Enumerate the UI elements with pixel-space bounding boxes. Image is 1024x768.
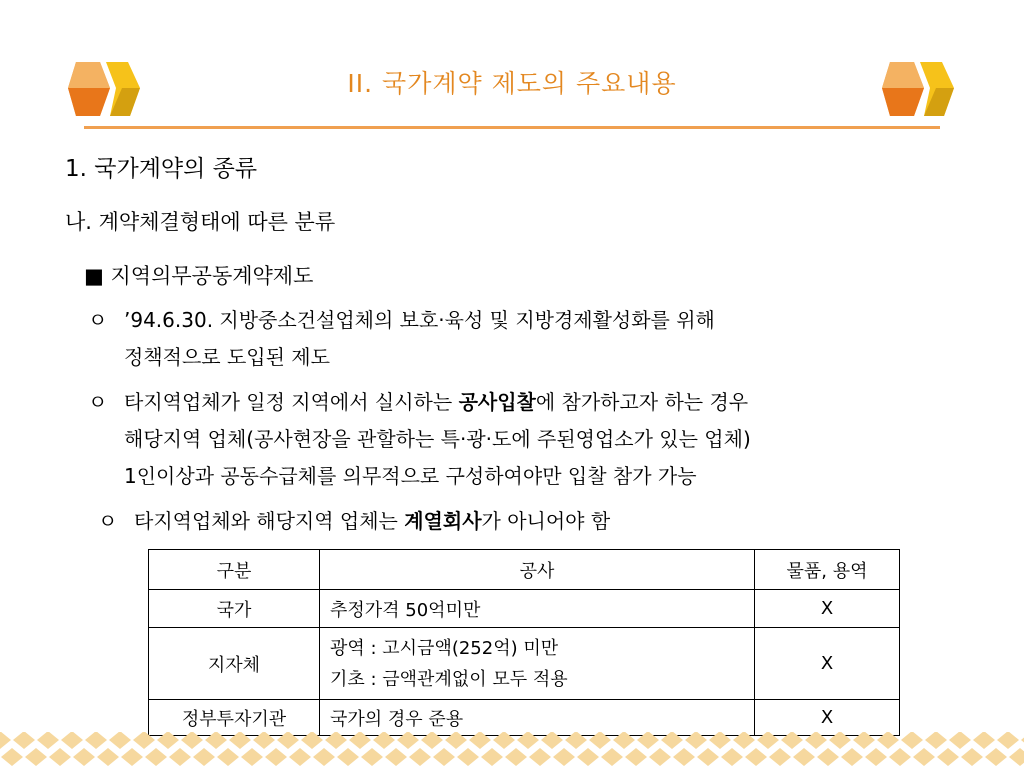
slide-title: II. 국가계약 제도의 주요내용 [347, 69, 677, 98]
footer-diamond [709, 732, 731, 749]
table-cell-goods: X [755, 700, 900, 736]
table-row [149, 628, 900, 700]
bullet-line: 1인이상과 공동수급체를 의무적으로 구성하여야만 입찰 참가 가능 [124, 464, 697, 488]
table-cell-goods: X [755, 628, 900, 700]
bullet-emphasis: 공사입찰 [458, 390, 536, 414]
footer-diamond [769, 748, 791, 766]
table-cell-construction: 국가의 경우 준용 [320, 700, 755, 736]
footer-diamond [985, 748, 1007, 766]
classification-table [148, 549, 900, 736]
footer-diamond [169, 748, 191, 766]
footer-diamond [13, 732, 35, 749]
table-cell-category: 지자체 [149, 628, 320, 700]
footer-diamond [289, 748, 311, 766]
footer-diamond [37, 732, 59, 749]
table-cell-line: 기초 : 금액관계없이 모두 적용 [330, 668, 568, 690]
footer-diamond [85, 732, 107, 749]
footer-diamond [469, 732, 491, 749]
footer-diamond [793, 748, 815, 766]
footer-diamond [925, 732, 947, 749]
footer-diamond [1009, 748, 1024, 766]
bullet-text: 타지역업체와 해당지역 업체는 [134, 509, 405, 533]
table-header-row [149, 550, 900, 590]
footer-diamond [853, 732, 875, 749]
bullet-line [134, 503, 610, 540]
footer-diamond [133, 732, 155, 749]
footer-diamond [193, 748, 215, 766]
footer-diamond [757, 732, 779, 749]
footer-diamond [997, 732, 1019, 749]
footer-diamond [877, 732, 899, 749]
footer-diamond [673, 748, 695, 766]
subsection-heading: 나. 계약체결형태에 따른 분류 [65, 210, 336, 234]
table-cell-category: 정부투자기관 [149, 700, 320, 736]
bullet-text: 가 아니어야 함 [481, 509, 611, 533]
footer-diamond [493, 732, 515, 749]
footer-diamond [613, 732, 635, 749]
bullet-mark: ㅇ [98, 509, 118, 533]
bullet-line: 정책적으로 도입된 제도 [124, 345, 330, 369]
footer-diamond [649, 748, 671, 766]
footer-diamond [409, 748, 431, 766]
footer-diamond [433, 748, 455, 766]
footer-diamond [265, 748, 287, 766]
footer-diamond [505, 748, 527, 766]
bullet-emphasis: 계열회사 [404, 509, 482, 533]
footer-diamond [517, 732, 539, 749]
footer-diamond [529, 748, 551, 766]
footer-diamond [49, 748, 71, 766]
footer-diamond [0, 732, 11, 749]
footer-diamond [25, 748, 47, 766]
footer-diamond [637, 732, 659, 749]
table-header-cell: 공사 [320, 550, 755, 590]
footer-diamond [589, 732, 611, 749]
footer-diamond [181, 732, 203, 749]
bullet-item [88, 384, 751, 495]
footer-diamond [913, 748, 935, 766]
footer-diamond [625, 748, 647, 766]
footer-diamond [805, 732, 827, 749]
footer-diamond [61, 732, 83, 749]
footer-diamond [961, 748, 983, 766]
bullet-mark: ㅇ [88, 308, 108, 332]
bullet-line: 해당지역 업체(공사현장을 관할하는 특·광·도에 주된영업소가 있는 업체) [124, 427, 751, 451]
bullet-text: 타지역업체가 일정 지역에서 실시하는 [124, 390, 459, 414]
footer-diamond [685, 732, 707, 749]
footer-diamond [553, 748, 575, 766]
footer-diamond [949, 732, 971, 749]
footer-diamond [205, 732, 227, 749]
footer-diamond [937, 748, 959, 766]
footer-diamond [385, 748, 407, 766]
table-cell-construction [320, 628, 755, 700]
table-row [149, 590, 900, 628]
footer-diamond [217, 748, 239, 766]
footer-diamond [733, 732, 755, 749]
table-header-cell: 물품, 용역 [755, 550, 900, 590]
table-cell-line: 광역 : 고시금액(252억) 미만 [330, 637, 559, 659]
footer-diamond [73, 748, 95, 766]
footer-diamond [973, 732, 995, 749]
footer-diamond [817, 748, 839, 766]
bullet-mark: ㅇ [88, 390, 108, 414]
footer-diamond [241, 748, 263, 766]
footer-diamond [373, 732, 395, 749]
footer-diamond [361, 748, 383, 766]
footer-diamond [565, 732, 587, 749]
topic-heading: ■ 지역의무공동계약제도 [84, 264, 314, 288]
footer-diamond [661, 732, 683, 749]
table-cell-construction: 추정가격 50억미만 [320, 590, 755, 628]
footer-diamond [121, 748, 143, 766]
footer-diamond [901, 732, 923, 749]
table-cell-category: 국가 [149, 590, 320, 628]
table-cell-goods: X [755, 590, 900, 628]
footer-diamond [697, 748, 719, 766]
bullet-line: ’94.6.30. 지방중소건설업체의 보호·육성 및 지방경제활성화를 위해 [124, 308, 715, 332]
footer-diamond [841, 748, 863, 766]
footer-diamond [421, 732, 443, 749]
footer-diamond [109, 732, 131, 749]
footer-diamond [301, 732, 323, 749]
footer-diamond [97, 748, 119, 766]
footer-diamond [325, 732, 347, 749]
footer-diamond [277, 732, 299, 749]
footer-diamond [1, 748, 23, 766]
footer-diamond [829, 732, 851, 749]
footer-diamond [541, 732, 563, 749]
footer-diamond [349, 732, 371, 749]
table-header-cell: 구분 [149, 550, 320, 590]
footer-diamond [445, 732, 467, 749]
footer-diamond [313, 748, 335, 766]
footer-diamond [865, 748, 887, 766]
footer-diamond [889, 748, 911, 766]
footer-diamond [745, 748, 767, 766]
footer-diamond [229, 732, 251, 749]
footer-diamond [157, 732, 179, 749]
footer-diamond [457, 748, 479, 766]
footer-diamond [337, 748, 359, 766]
footer-diamond [601, 748, 623, 766]
bullet-text: 에 참가하고자 하는 경우 [535, 390, 749, 414]
footer-diamond [577, 748, 599, 766]
footer-diamond-band [0, 732, 1024, 766]
bullet-item [88, 302, 715, 376]
footer-diamond [253, 732, 275, 749]
footer-diamond [721, 748, 743, 766]
footer-diamond [481, 748, 503, 766]
bullet-line [124, 384, 751, 421]
table-row [149, 700, 900, 736]
bullet-item [98, 503, 610, 540]
footer-diamond [781, 732, 803, 749]
footer-diamond [145, 748, 167, 766]
section-heading: 1. 국가계약의 종류 [65, 156, 258, 182]
title-underline [84, 126, 940, 129]
footer-diamond [397, 732, 419, 749]
